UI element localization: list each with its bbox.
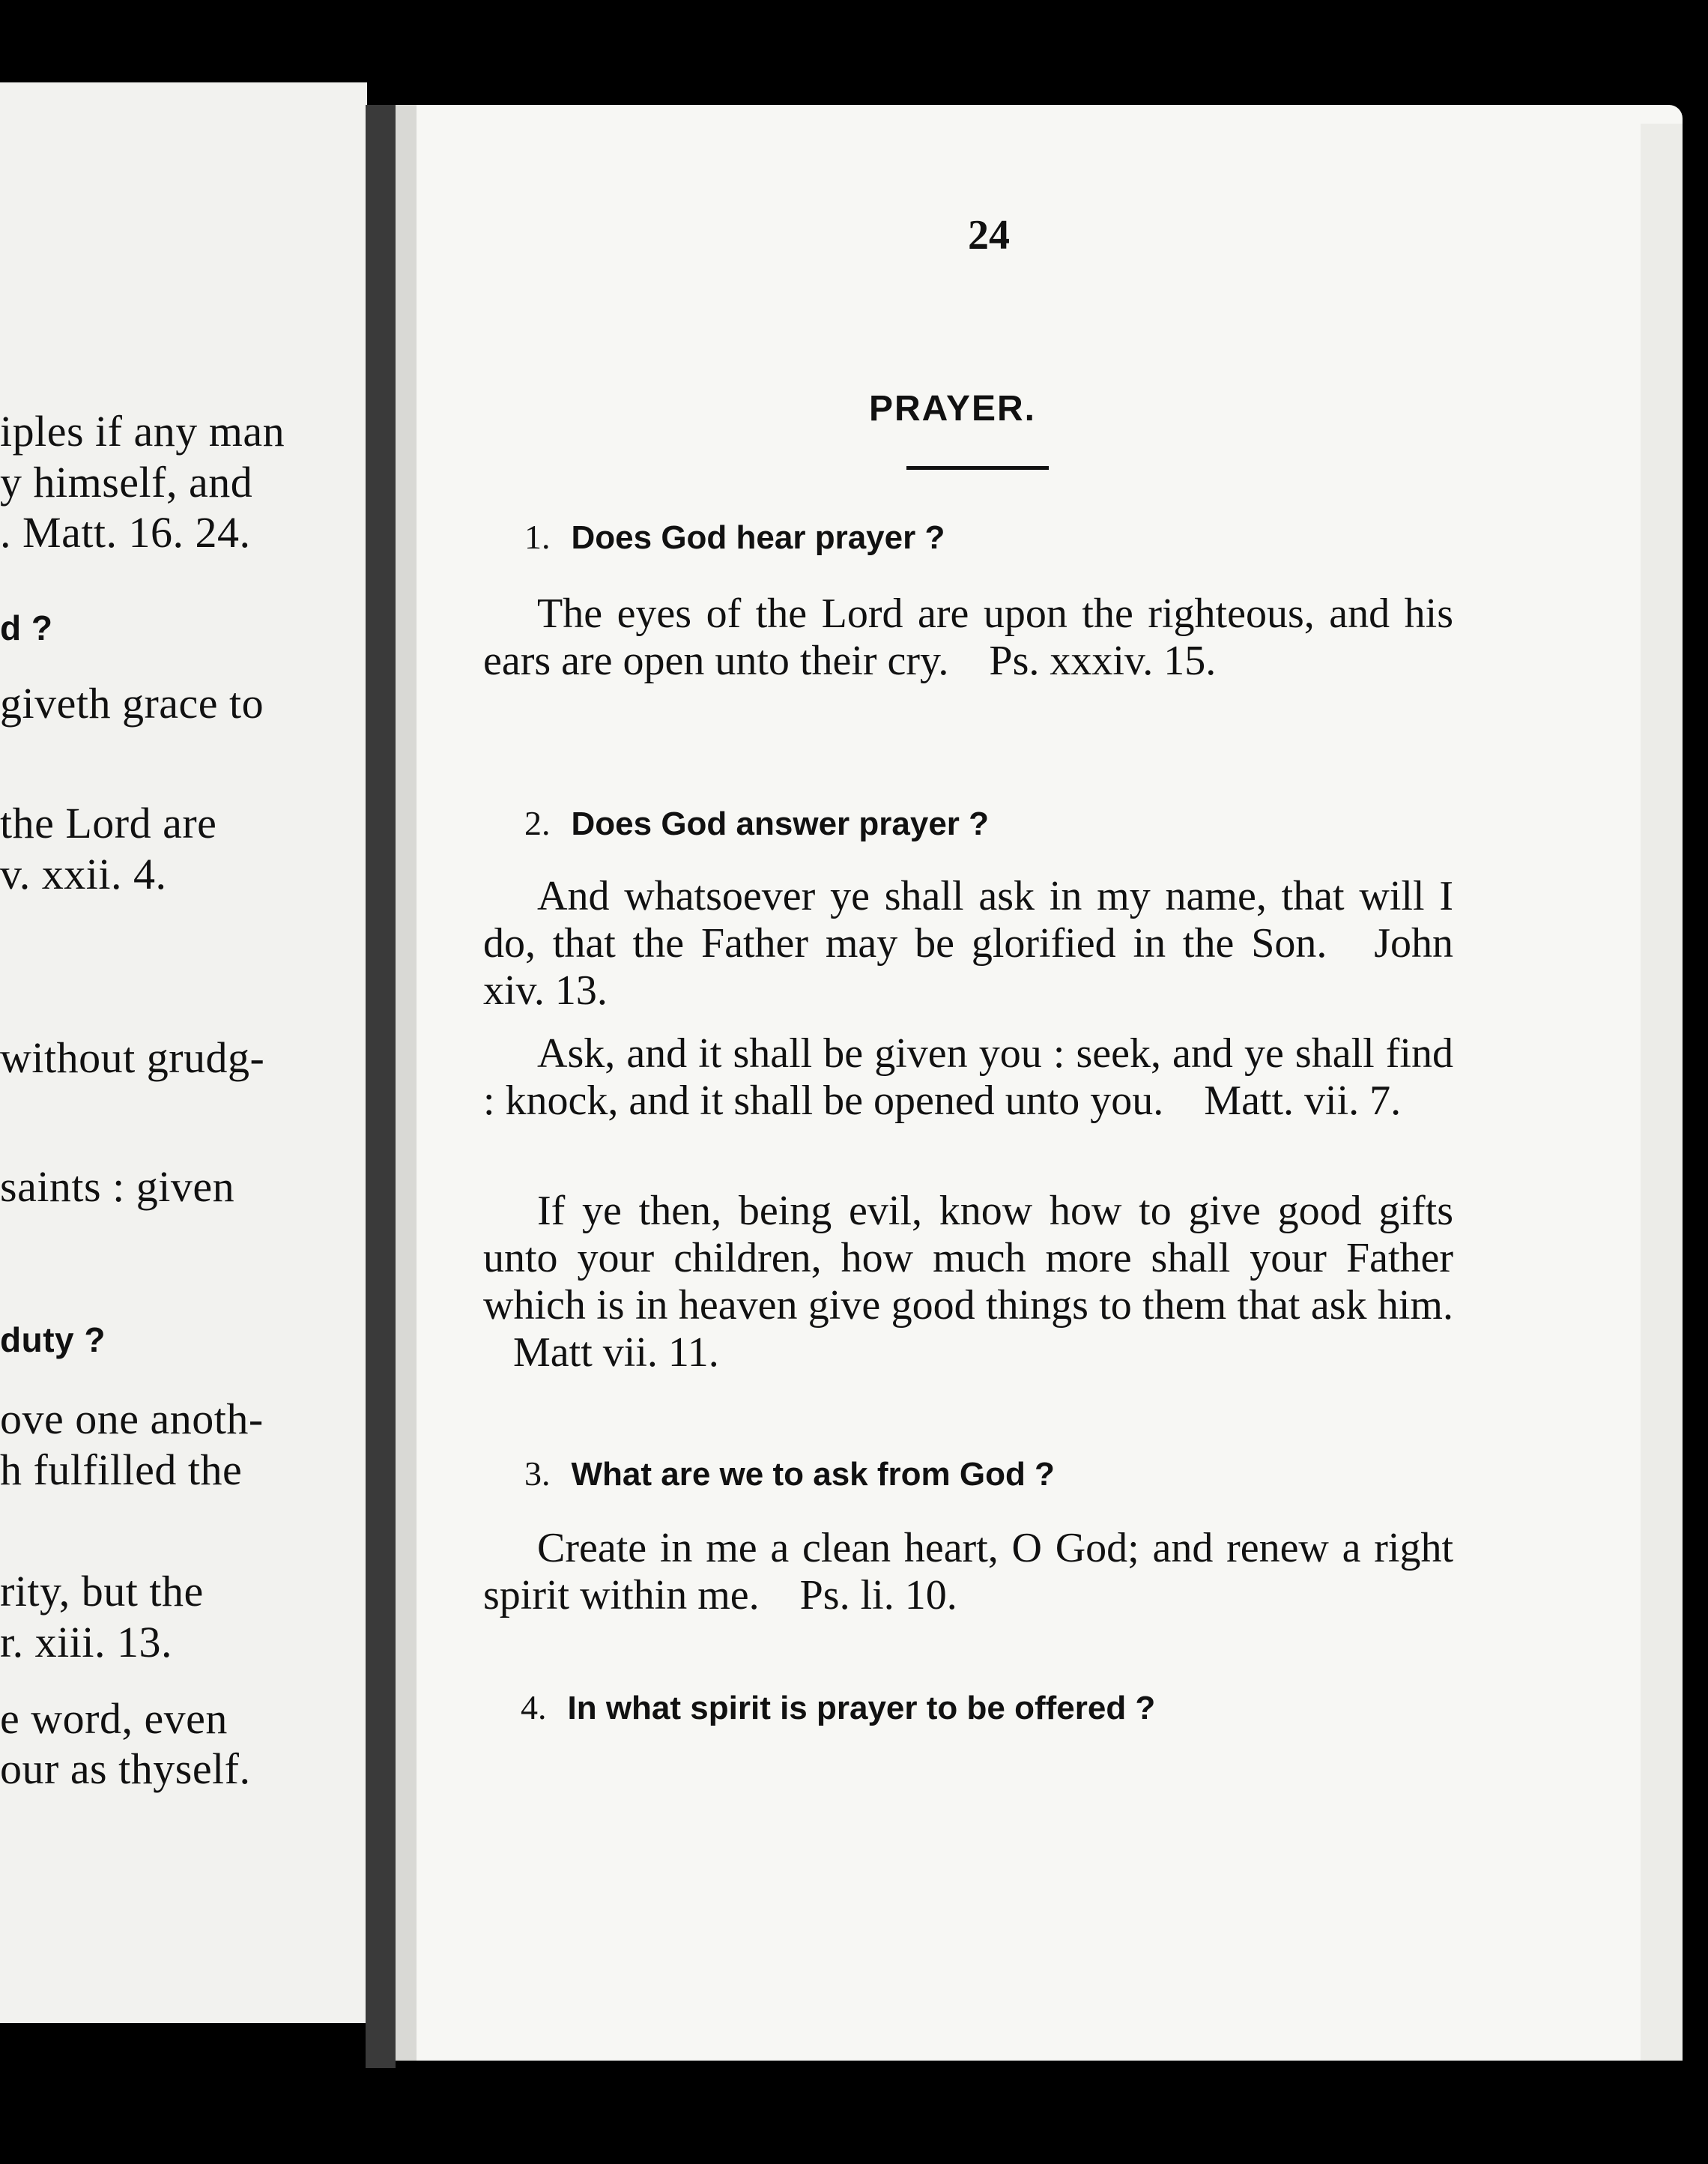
question-number: 3. <box>524 1454 551 1493</box>
left-page-line: e word, even <box>0 1694 228 1743</box>
left-page-line: rity, but the <box>0 1567 204 1616</box>
title-divider <box>906 466 1049 470</box>
answer-paragraph <box>483 590 1453 685</box>
answer-text: Create in me a clean heart, O God; and renew a right spirit within me. <box>483 1525 1453 1619</box>
question-4 <box>521 1687 1155 1727</box>
scripture-reference: Matt vii. 11. <box>513 1329 719 1376</box>
section-title: PRAYER. <box>869 389 1036 429</box>
left-page-line: r. xiii. 13. <box>0 1618 172 1666</box>
left-page-line: . Matt. 16. 24. <box>0 508 251 557</box>
left-page-line: without grudg- <box>0 1033 265 1082</box>
left-page-line: saints : given <box>0 1162 235 1211</box>
question-text: Does God hear prayer ? <box>571 519 945 556</box>
question-number: 2. <box>524 804 551 842</box>
left-page <box>0 82 367 2023</box>
question-text: In what spirit is prayer to be offered ? <box>567 1690 1156 1726</box>
answer-paragraph <box>483 1525 1453 1619</box>
left-page-question: duty ? <box>0 1320 106 1359</box>
left-page-question: d ? <box>0 608 53 647</box>
answer-text: And whatsoever ye shall ask in my name, that will I do, that the Father may be glorified in the Son. <box>483 873 1453 967</box>
question-text: What are we to ask from God ? <box>571 1456 1055 1493</box>
left-page-line: h fulfilled the <box>0 1445 243 1494</box>
answer-text: If ye then, being evil, know how to give good gifts unto your children, how much more shall your Father which is in heaven give good things to them that ask him. <box>483 1188 1453 1329</box>
question-3 <box>524 1454 1055 1493</box>
page-edge <box>1641 124 1683 2061</box>
answer-paragraph <box>483 1030 1453 1125</box>
gutter-shadow <box>396 105 418 2061</box>
left-page-line: ove one anoth- <box>0 1394 264 1443</box>
scripture-reference: John xiv. 13. <box>483 920 1453 1014</box>
answer-paragraph <box>483 873 1453 1015</box>
book-spine <box>366 105 396 2068</box>
answer-text: Ask, and it shall be given you : seek, and ye shall find : knock, and it shall be opened unto you. <box>483 1030 1453 1124</box>
scripture-reference: Ps. xxxiv. 15. <box>989 638 1217 684</box>
left-page-line: iples if any man <box>0 407 285 456</box>
question-text: Does God answer prayer ? <box>571 806 990 842</box>
question-number: 4. <box>521 1688 547 1726</box>
left-page-line: our as thyself. <box>0 1744 251 1793</box>
scripture-reference: Ps. li. 10. <box>799 1572 957 1619</box>
question-number: 1. <box>524 518 551 556</box>
answer-paragraph <box>483 1188 1453 1376</box>
left-page-line: the Lord are <box>0 799 217 847</box>
left-page-line: y himself, and <box>0 458 253 507</box>
question-2 <box>524 803 989 843</box>
scripture-reference: Matt. vii. 7. <box>1204 1078 1402 1124</box>
page-number: 24 <box>968 212 1010 259</box>
question-1 <box>524 517 945 557</box>
left-page-line: giveth grace to <box>0 679 264 728</box>
left-page-line: v. xxii. 4. <box>0 850 167 898</box>
answer-text: The eyes of the Lord are upon the righteous, and his ears are open unto their cry. <box>483 590 1453 684</box>
